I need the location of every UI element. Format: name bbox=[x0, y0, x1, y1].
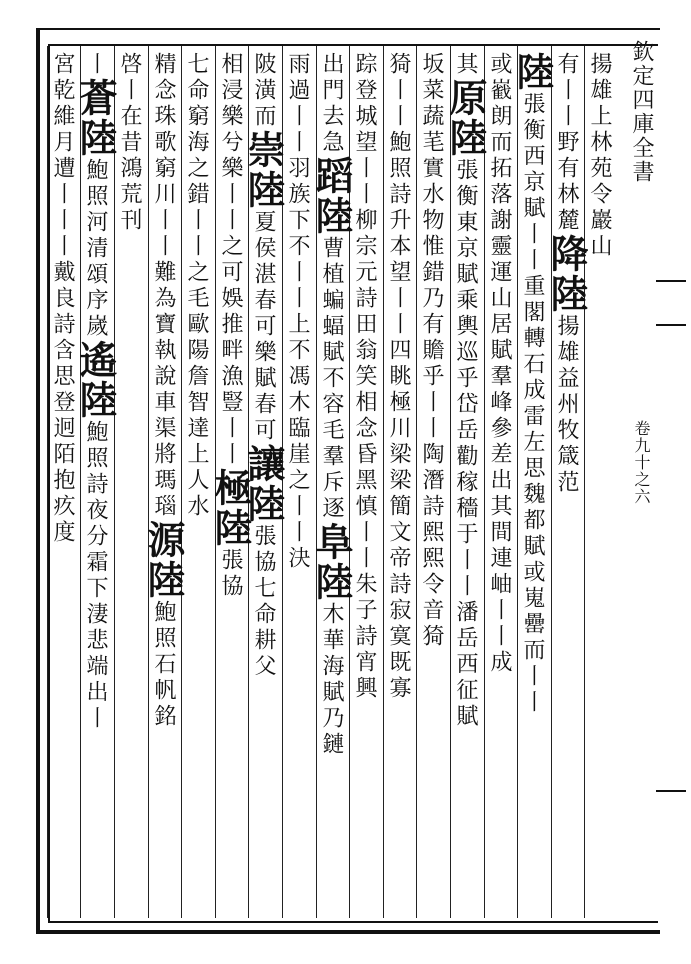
text-column-9 bbox=[309, 52, 354, 918]
text-segment: 張衡西京賦丨丨重閣轉石成雷左思魏都賦或嵬罍而丨丨 bbox=[520, 92, 545, 716]
text-column-7 bbox=[384, 52, 416, 918]
text-segment: 張衡東京賦乘輿巡乎岱岳勸稼穡于丨丨潘岳西征賦 bbox=[453, 158, 478, 730]
text-segment: 張協 bbox=[218, 548, 243, 600]
text-segment: 七命窮海之錯丨丨之毛歐陽詹智達上人水 bbox=[184, 52, 209, 520]
text-column-5 bbox=[443, 52, 488, 918]
text-segment: 在昔鴻荒刊 bbox=[117, 104, 142, 234]
headword: 降陸 bbox=[544, 234, 589, 314]
text-segment: 出門去急 bbox=[319, 52, 344, 156]
text-segment: 揚雄益州牧箴范 bbox=[554, 314, 579, 496]
headword: 源陸 bbox=[141, 520, 186, 600]
text-segment: 推畔漁豎丨丨 bbox=[218, 312, 243, 468]
text-column-14 bbox=[141, 52, 186, 918]
text-column-17 bbox=[48, 52, 80, 918]
text-segment: 臨崖之丨丨決 bbox=[285, 416, 310, 572]
text-column-1 bbox=[585, 52, 617, 918]
text-segment: 木華海賦乃鏈 bbox=[319, 602, 344, 758]
text-segment: 鮑照石帆銘 bbox=[151, 600, 176, 730]
text-segment: 樂兮樂丨丨之可娛 bbox=[218, 104, 243, 312]
headword: 陸 bbox=[510, 52, 555, 92]
text-column-10 bbox=[283, 52, 315, 918]
text-column-4 bbox=[485, 52, 517, 918]
headword: 蒼陸 bbox=[73, 78, 118, 158]
text-segment: 雨過丨丨 bbox=[285, 52, 310, 156]
text-segment: 丨戴良詩含思登迥陌抱疚度 bbox=[50, 234, 75, 546]
text-segment: 鮑照詩夜分霜下淒悲端出丨 bbox=[83, 420, 108, 732]
text-column-13 bbox=[182, 52, 214, 918]
text-segment: 菜蔬芼實水物惟錯乃有贍乎丨丨陶潛詩熙熙令音猗 bbox=[419, 78, 444, 650]
text-segment: 坂 bbox=[419, 52, 444, 78]
text-column-11 bbox=[241, 52, 286, 918]
text-segment: 其 bbox=[453, 52, 478, 78]
text-segment: 有丨丨野有林麓 bbox=[554, 52, 579, 234]
text-column-8 bbox=[350, 52, 382, 918]
text-column-2 bbox=[544, 52, 589, 918]
text-segment: 相浸 bbox=[218, 52, 243, 104]
text-segment: 夏侯湛春可樂賦春可 bbox=[251, 210, 276, 444]
headword: 極陸 bbox=[208, 468, 253, 548]
text-segment: 或巀朗而拓落謝靈運山居賦羣峰參差出其間連岫丨丨成 bbox=[487, 52, 512, 676]
text-segment: 曹植蝙蝠賦不容毛羣斥逐 bbox=[319, 236, 344, 522]
margin-rule bbox=[656, 790, 686, 792]
headword: 蹈陸 bbox=[309, 156, 354, 236]
text-segment: 宮乾維月遭丨丨 bbox=[50, 52, 75, 234]
headword: 崇陸 bbox=[241, 130, 286, 210]
text-segment: 陂潢而 bbox=[251, 52, 276, 130]
text-column-12 bbox=[208, 52, 253, 918]
text-column-3 bbox=[510, 52, 555, 918]
text-column-15 bbox=[115, 52, 147, 918]
text-segment: 啓丨 bbox=[117, 52, 142, 104]
headword: 遙陸 bbox=[73, 340, 118, 420]
fish-tail-mark bbox=[656, 280, 686, 326]
text-column-6 bbox=[417, 52, 449, 918]
text-segment: 揚雄上林苑令巖山 bbox=[587, 52, 612, 260]
text-segment: 猗丨丨鮑照詩升本望丨丨四眺極川梁梁簡文帝詩寂寞既寡 bbox=[386, 52, 411, 702]
text-column-16 bbox=[73, 52, 118, 918]
text-segment: 精念珠歌窮川丨丨難為寶執說車渠將瑪瑙 bbox=[151, 52, 176, 520]
margin-book-title: 欽定四庫全書 bbox=[629, 40, 654, 184]
headword: 讓陸 bbox=[241, 444, 286, 524]
text-segment: 鮑照河清頌序嵗 bbox=[83, 158, 108, 340]
text-segment: 張協七命耕父 bbox=[251, 524, 276, 680]
text-segment: 丨 bbox=[83, 52, 108, 78]
headword: 原陸 bbox=[443, 78, 488, 158]
headword: 阜陸 bbox=[309, 522, 354, 602]
text-segment: 羽族下不丨丨上不馮木 bbox=[285, 156, 310, 416]
text-segment: 踪登城望丨丨柳宗元詩田翁笑相念昏黑慎丨丨朱子詩宵興 bbox=[352, 52, 377, 702]
margin-volume-label: 卷九十之六 bbox=[632, 420, 651, 505]
